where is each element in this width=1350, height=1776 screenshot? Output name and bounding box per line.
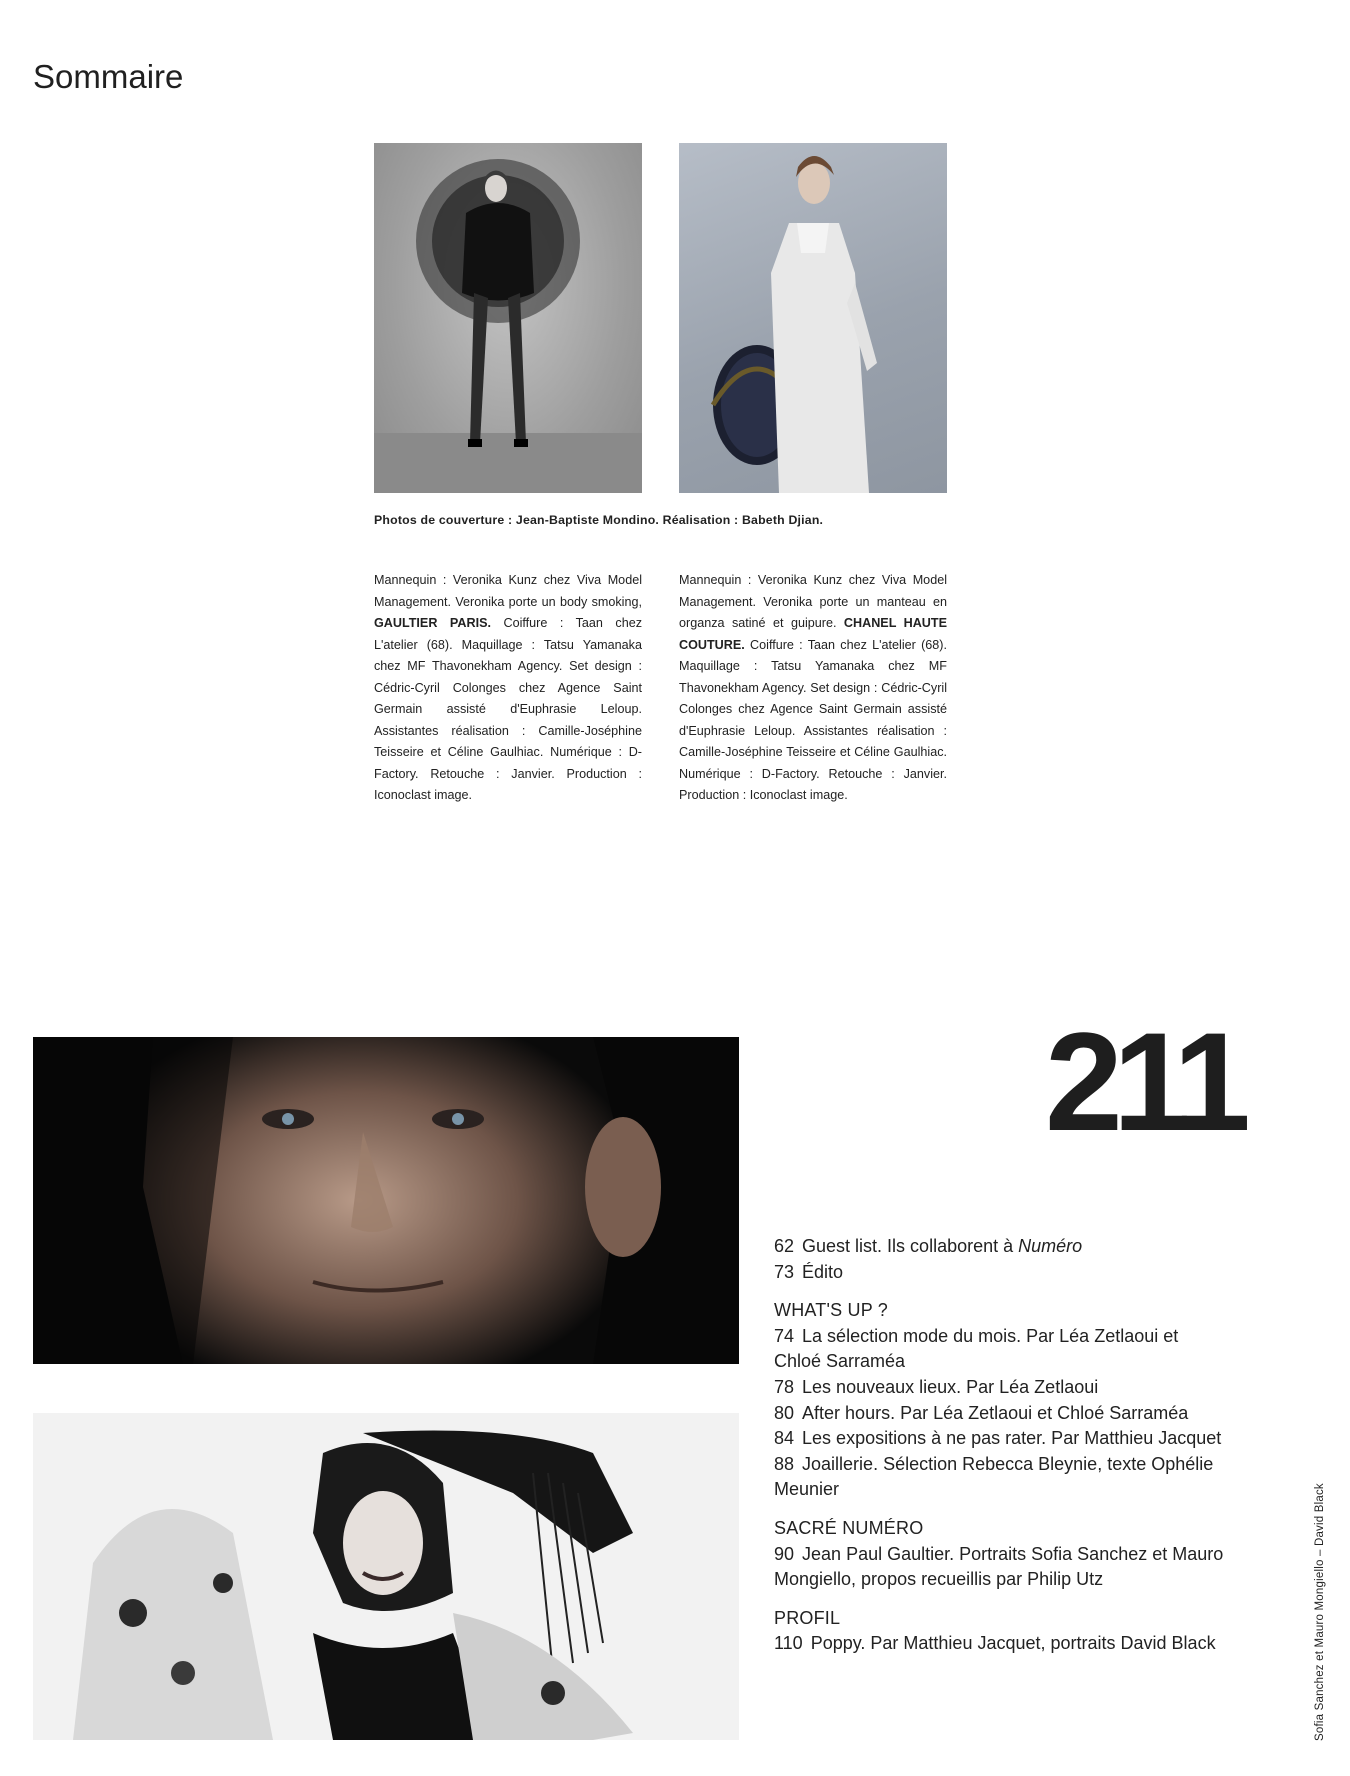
caption-left-credits: Coiffure : Taan chez L'atelier (68). Maquillage : Tatsu Yamanaka chez MF Thavonekham Agency. Set design : Cédric-Cyril Colonges chez Agence Saint Germain assisté d'Euphrasie Leloup. Assistantes réalisation : Camille-Joséphine Teisseire et Céline Gaulhiac. Numérique : D-Factory. Retouche : Janvier. Production : Iconoclast image.	[374, 616, 643, 802]
toc-entry-73[interactable]	[774, 1260, 1229, 1286]
toc-entry-text: Les expositions à ne pas rater. Par Matthieu Jacquet	[802, 1428, 1222, 1449]
toc-entry-text: Joaillerie. Sélection Rebecca Bleynie, texte Ophélie Meunier	[774, 1453, 1214, 1500]
toc-entry-text: Jean Paul Gaultier. Portraits Sofia Sanchez et Mauro Mongiello, propos recueillis par Philip Utz	[774, 1543, 1224, 1590]
toc-entry-78[interactable]	[774, 1375, 1229, 1401]
toc-page-number: 73	[774, 1261, 795, 1282]
toc-section-heading-sacre-numero: SACRÉ NUMÉRO	[774, 1517, 924, 1538]
portrait-poppy	[33, 1413, 739, 1740]
toc-page-number: 80	[774, 1402, 795, 1423]
toc-entry-text: Les nouveaux lieux. Par Léa Zetlaoui	[802, 1376, 1099, 1397]
toc-entry-text: Guest list. Ils collaborent à	[802, 1236, 1014, 1256]
cover-photo-gaultier	[374, 143, 642, 493]
cover-caption-right	[679, 570, 947, 807]
toc-page-number: 88	[774, 1453, 795, 1474]
page-title: Sommaire	[33, 58, 184, 96]
caption-right-brand: CHANEL HAUTE COUTURE.	[679, 616, 947, 652]
cover-caption-left	[374, 570, 642, 807]
issue-number: 211	[1045, 1003, 1241, 1160]
caption-right-text: Mannequin : Veronika Kunz chez Viva Model Management. Veronika porte un manteau en organza satiné et guipure.	[679, 573, 947, 630]
toc-entry-text: Poppy. Par Matthieu Jacquet, portraits David Black	[810, 1633, 1216, 1654]
toc-entry-90[interactable]	[774, 1542, 1229, 1593]
photo-credit-vertical: Sofia Sanchez et Mauro Mongiello – David Black	[1314, 1483, 1326, 1741]
toc-entry-text: After hours. Par Léa Zetlaoui et Chloé Sarraméa	[802, 1402, 1189, 1423]
toc-section-heading-whats-up: WHAT'S UP ?	[774, 1300, 888, 1321]
toc-entry-text: Édito	[802, 1261, 844, 1282]
toc-entry-88[interactable]	[774, 1452, 1229, 1503]
table-of-contents	[774, 1234, 1229, 1657]
toc-page-number: 90	[774, 1543, 795, 1564]
toc-page-number: 74	[774, 1325, 795, 1346]
toc-page-number: 110	[774, 1633, 803, 1654]
toc-entry-74[interactable]	[774, 1324, 1229, 1375]
caption-left-brand: GAULTIER PARIS.	[374, 616, 491, 630]
caption-right-credits: Coiffure : Taan chez L'atelier (68). Maquillage : Tatsu Yamanaka chez MF Thavonekham Agency. Set design : Cédric-Cyril Colonges chez Agence Saint Germain assisté d'Euphrasie Leloup. Assistantes réalisation : Camille-Joséphine Teisseire et Céline Gaulhiac. Numérique : D-Factory. Retouche : Janvier. Production : Iconoclast image.	[679, 637, 947, 802]
toc-page-number: 78	[774, 1376, 795, 1397]
toc-entry-84[interactable]	[774, 1426, 1229, 1452]
toc-page-number: 62	[774, 1236, 795, 1256]
caption-left-text: Mannequin : Veronika Kunz chez Viva Model Management. Veronika porte un body smoking,	[374, 573, 642, 609]
toc-entry-italic: Numéro	[1018, 1236, 1083, 1256]
toc-page-number: 84	[774, 1428, 795, 1449]
toc-entry-80[interactable]	[774, 1401, 1229, 1427]
toc-entry-62[interactable]	[774, 1234, 1229, 1260]
cover-photo-credit: Photos de couverture : Jean-Baptiste Mondino. Réalisation : Babeth Djian.	[374, 513, 824, 527]
portrait-jean-paul-gaultier	[33, 1037, 739, 1364]
toc-entry-text: La sélection mode du mois. Par Léa Zetlaoui et Chloé Sarraméa	[774, 1325, 1179, 1372]
toc-section-heading-profil: PROFIL	[774, 1607, 841, 1628]
toc-entry-110[interactable]	[774, 1631, 1229, 1657]
cover-photo-chanel	[679, 143, 947, 493]
